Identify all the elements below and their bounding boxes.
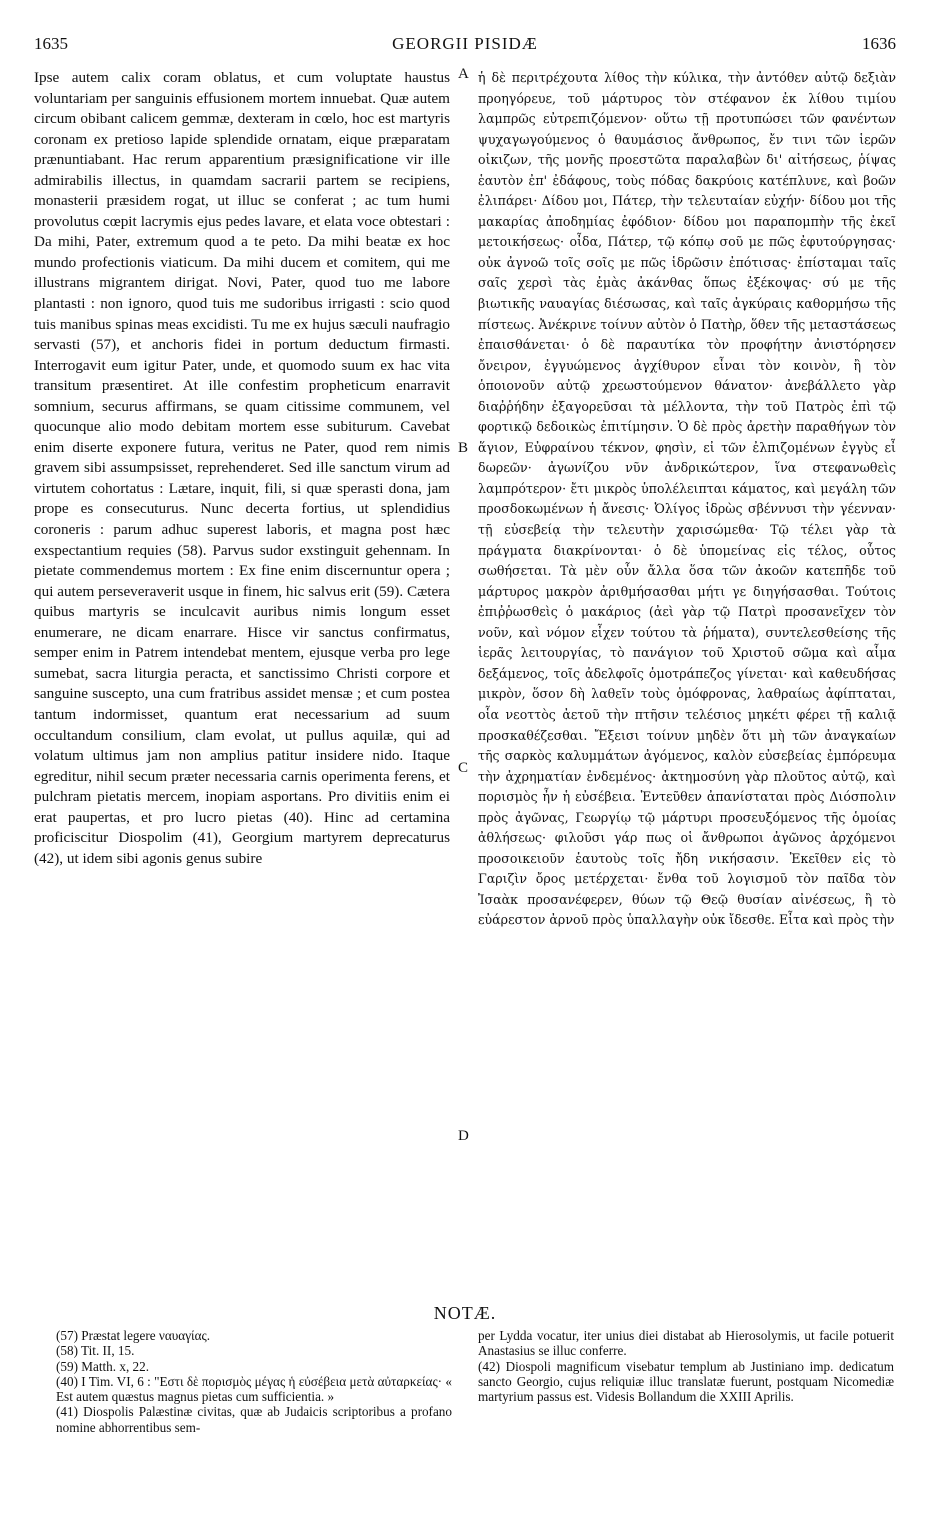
margin-marker-a: A xyxy=(458,66,469,82)
margin-marker-b: B xyxy=(458,440,469,456)
margin-marker-d: D xyxy=(458,1128,469,1144)
page-number-right: 1636 xyxy=(862,34,896,53)
notes-right-column xyxy=(478,1328,894,1404)
running-header xyxy=(34,34,896,58)
footnote: (57) Præstat legere ναυαγίας. xyxy=(56,1328,211,1343)
greek-column xyxy=(478,68,896,931)
footnote: (59) Matth. x, 22. xyxy=(56,1358,150,1374)
footnote: (40) I Tim. VI, 6 : "Εστι δὲ πορισμὸς μέγας ἡ εὐσέβεια μετὰ αὐταρκείας· « Est autem quæstus magnus pietas cum sufficientia. » xyxy=(56,1373,452,1405)
margin-marker-c: C xyxy=(458,760,469,776)
footnote: (42) Diospoli magnificum visebatur templum ab Justiniano imp. dedicatum sancto Georgio, cujus reliquiæ illuc translatæ fuerunt, postquam Nicomediæ martyrium passus est. Videsis Bollandum die XXIII Aprilis. xyxy=(478,1358,894,1405)
page-number-left: 1635 xyxy=(34,34,68,53)
greek-text: ἡ δὲ περιτρέχουτα λίθος τὴν κύλικα, τὴν ἀντόθεν αὐτῷ δεξιὰν προηγόρευε, τοῦ μάρτυρος τὸν στέφανον ἐκ λίθου τιμίου λαμπρῶς εὐτρεπιζόμενον· οὕτω τῇ προτυπώσει τῶν φανέντων ψυχαγωγούμενος ὁ θαυμάσιος ἄνθρωπος, ἔν τινι τῶν ἱερῶν οἰκιζων, τῆς μονῆς προεστῶτα παραλαβὼν δι' αἰτήσεως, ῥίψας ἑαυτὸν ἐπ' ἐδάφους, τοὺς πόδας δακρύοις κατέπλυνε, καὶ βοῶν ἐλιπάρει· Δίδου μοι, Πάτερ, τὴν τελευταίαν εὐχήν· δίδου μοι τῆς μακαρίας ἀποδημίας ἐφόδιον· δίδου μοι παραπομπὴν τῆς ἐκεῖ μετοικήσεως· οἶδα, Πάτερ, τῷ κόπῳ σοῦ με πῶς ἐφυτούργησας· οὐκ ἀγνοῶ τοῖς σοῖς με πῶς ἱδρῶσιν ἐπότισας· ἐπίσταμαι ταῖς σαῖς χερσὶ τὰς ἐμὰς ἀκάνθας ὅπως ἐξέκοψας· σύ με τῆς βιωτικῆς ναυαγίας διέσωσας, καὶ ταῖς ἀγκύραις καθορμήσω τῆς πίστεως. Ἀνέκρινε τοίνυν αὐτὸν ὁ Πατὴρ, ὅθεν τῆς μεταστάσεως ἐπαισθάνεται· ὁ δὲ παραυτίκα τὸν προφήτην ἀνιστόρησεν ὄνειρον, ἐγγυώμενος ἀγχίθυρον εἶναι τὸν κοινὸν, ἢ τὸν ὁποιονοῦν αὐτῷ χρεωστούμενον θάνατον· ἀνεβάλλετο γὰρ διαῤῥήδην ἐξαγορεῦσαι τὰ μέλλοντα, τὴν τοῦ Πατρὸς ἐπὶ τῷ φορτικῷ δεδοικὼς ἐπιτίμησιν. Ὁ δὲ πρὸς ἀρετὴν παραθήγων τὸν ἅγιον, Εὐφραίνου τέκνον, φησὶν, εἰ τῶν ἐλπιζομένων ἐγγὺς εἶ δωρεῶν· ἀγωνίζου νῦν ἀνδρικώτερον, ἵνα στεφανωθεὶς λαμπρότερον· ἔτι μικρὸς ὑπολέλειπται κάματος, καὶ μεγάλη τῶν προσδοκωμένων ἡ ἄνεσις· Ὀλίγος ἱδρὼς σβέννυσι τὴν γέενναν· τῇ εὐσεβείᾳ τὴν τελευτὴν χαρισώμεθα· Τῷ τέλει γὰρ τὰ πράγματα διακρίνονται· ὁ δὲ ὑπομείνας εἰς τέλος, οὗτος σωθήσεται. Τὰ μὲν οὖν ἄλλα ὅσα τῶν ἀκοῶν κατεπῆδε τοῦ μάρτυρος μακρὸν ἀριθμήσασθαι μήτι γε διηγήσασθαι. Τούτοις ἐπιῤῥωσθεὶς ὁ μακάριος (ἀεὶ γὰρ τῷ Πατρὶ προσανεῖχεν τὸν νοῦν, καὶ νόμον εἶχεν τούτου τὰ ῥήματα), συντελεσθείσης τῆς ἱερᾶς λειτουργίας, τὸ πανάγιον τοῦ Χριστοῦ σῶμα καὶ αἷμα δεξάμενος, τοῖς ἀδελφοῖς ὁμοτράπεζος γίνεται· καὶ καθευδήσας μικρὸν, ὅσον δὴ λαθεῖν τοὺς ὁμόφρονας, λαθραίως ἀφίπταται, οἷα νεοττὸς ἀετοῦ τὴν πτῆσιν τελέσιος μηκέτι φέρει τῇ καλιᾷ προσκαθέζεσθαι. Ἔξεισι τοίνυν μηδὲν ὅτι μὴ τῶν ἀναγκαίων τῆς σαρκὸς καλυμμάτων ἀγόμενος, καλὸν εὐσεβείας ἐμπόρευμα τὴν ἀχρηματίαν ἐνδεμένος· ἀκτημοσύνη γὰρ πλοῦτος αὐτῷ, καὶ πορισμὸς ἦν ἡ εὐσέβεια. Ἐντεῦθεν ἀπανίσταται πρὸς Διόσπολιν πρὸς ἀγῶνας, Γεωργίῳ τῷ μάρτυρι προσευξόμενος τῆς ὁμοίας ἀθλήσεως· φιλοῦσι γάρ πως οἱ ἄνθρωποι ἀγῶνος ἀρχόμενοι προσοικειοῦν ἑαυτοὺς τοῖς ἤδη νικήσασιν. Ἐκεῖθεν εἰς τὸ Γαριζὶν ὄρος μετέρχεται· ἔνθα τοῦ λογισμοῦ τὸν παῖδα τὸν Ἰσαὰκ προσανέφερεν, θύων τῷ Θεῷ θυσίαν αἰνέσεως, ἢ τὸ εὐάρεστον ἀρνοῦ πρὸς ὑπαλλαγὴν οὐκ ἴδεσθε. Εἶτα καὶ πρὸς τὴν xyxy=(478,70,896,928)
footnote: per Lydda vocatur, iter unius diei distabat ab Hierosolymis, ut facile potuerit Anastasius se illuc conferre. xyxy=(478,1328,894,1359)
latin-text: Ipse autem calix coram oblatus, et cum voluptate haustus voluntariam per sanguinis effusionem mortem innuebat. Quæ autem circum obibant calicem gemmæ, dexteram in cœlo, hoc est martyris coronam ex pretioso lapide splendide ornatam, eique præparatam prænuntiabant. Hac rerum apparentium præsignificatione vir ille admirabilis illectus, in quamdam sacrarii partem se recipiens, monasterii præsidem rogat, ut illuc se conferat ; ac tum humi provolutus cœpit lacrymis ejus pedes lavare, et elata voce obtestari : Da mihi, Pater, extremum quod a te peto. Da mihi beatæ ex hoc mundo profectionis viaticum. Da mihi ducem et comitem, qui me illustrans migrantem dirigat. Novi, Pater, quod tuo me labore plantasti : non ignoro, quod tuis me sudoribus irrigasti : scio quod tuis manibus spinas meas excidisti. Tu me ex hujus sæculi naufragio servasti (57), et anchoris fidei in portum deductum firmasti. Interrogavit eum igitur Pater, unde, et quomodo suum ex hac vita transitum præsentiret. At ille confestim propheticum enarravit somnium, securus affirmans, se quam citissime communem, vel quocunque alio modo debitam mortem esse subiturum. Cavebat enim diserte exponere futura, veritus ne Pater, quod rem nimis gravem sibi assumpsisset, reprehenderet. Sed ille sanctum virum ad virtutem cohortatus : Lætare, inquit, fili, si quæ sperasti dona, jam prope es consecuturus. Nunc decerta fortius, ut splendidius coroneris : parum adhuc superest laboris, et magna post hæc exspectantium requies (58). Parvus sudor exstinguit gehennam. In pietate commendemus mortem : Ex fine enim discernuntur opera ; qui autem perseveraverit usque in finem, hic salvus erit (59). Cætera quibus martyris se inculcavit auribus nimis longum esset enumerare, ne dicam enarrare. Hisce vir sanctus confirmatus, semper enim in Patrem intendebat mentem, ejusque verba pro lege sumebat, sacra liturgia peracta, et sanctissimo Christi corpore et sanguine suscepto, una cum fratribus assidet mensæ ; et cum postea tantum indormisset, quantum erat necessarium ad suum occultandum consilium, clam evolat, ut pullus aquilæ, qui ad volatum ultimus jam non amplius patitur insidere nido. Itaque egreditur, nihil secum præter necessaria carnis operimenta ferens, et pulchram pietatis mercem, inopiam asportans. Pro divitiis enim ei erat paupertas, et pro lucro pietas (40). Hinc ad certamina proficiscitur Diospolim (41), Georgium martyrem deprecaturus (42), ut idem sibi agonis genus subire xyxy=(34,69,450,867)
footnote: (41) Diospolis Palæstinæ civitas, quæ ab Judaicis scriptoribus a profano nomine abhorrentibus sem- xyxy=(56,1404,452,1435)
notes-heading: NOTÆ. xyxy=(433,1303,497,1323)
latin-column xyxy=(34,68,450,869)
notes-left-column xyxy=(56,1328,452,1435)
footnote: (58) Tit. II, 15. xyxy=(56,1343,135,1359)
running-title: GEORGII PISIDÆ xyxy=(392,34,538,53)
